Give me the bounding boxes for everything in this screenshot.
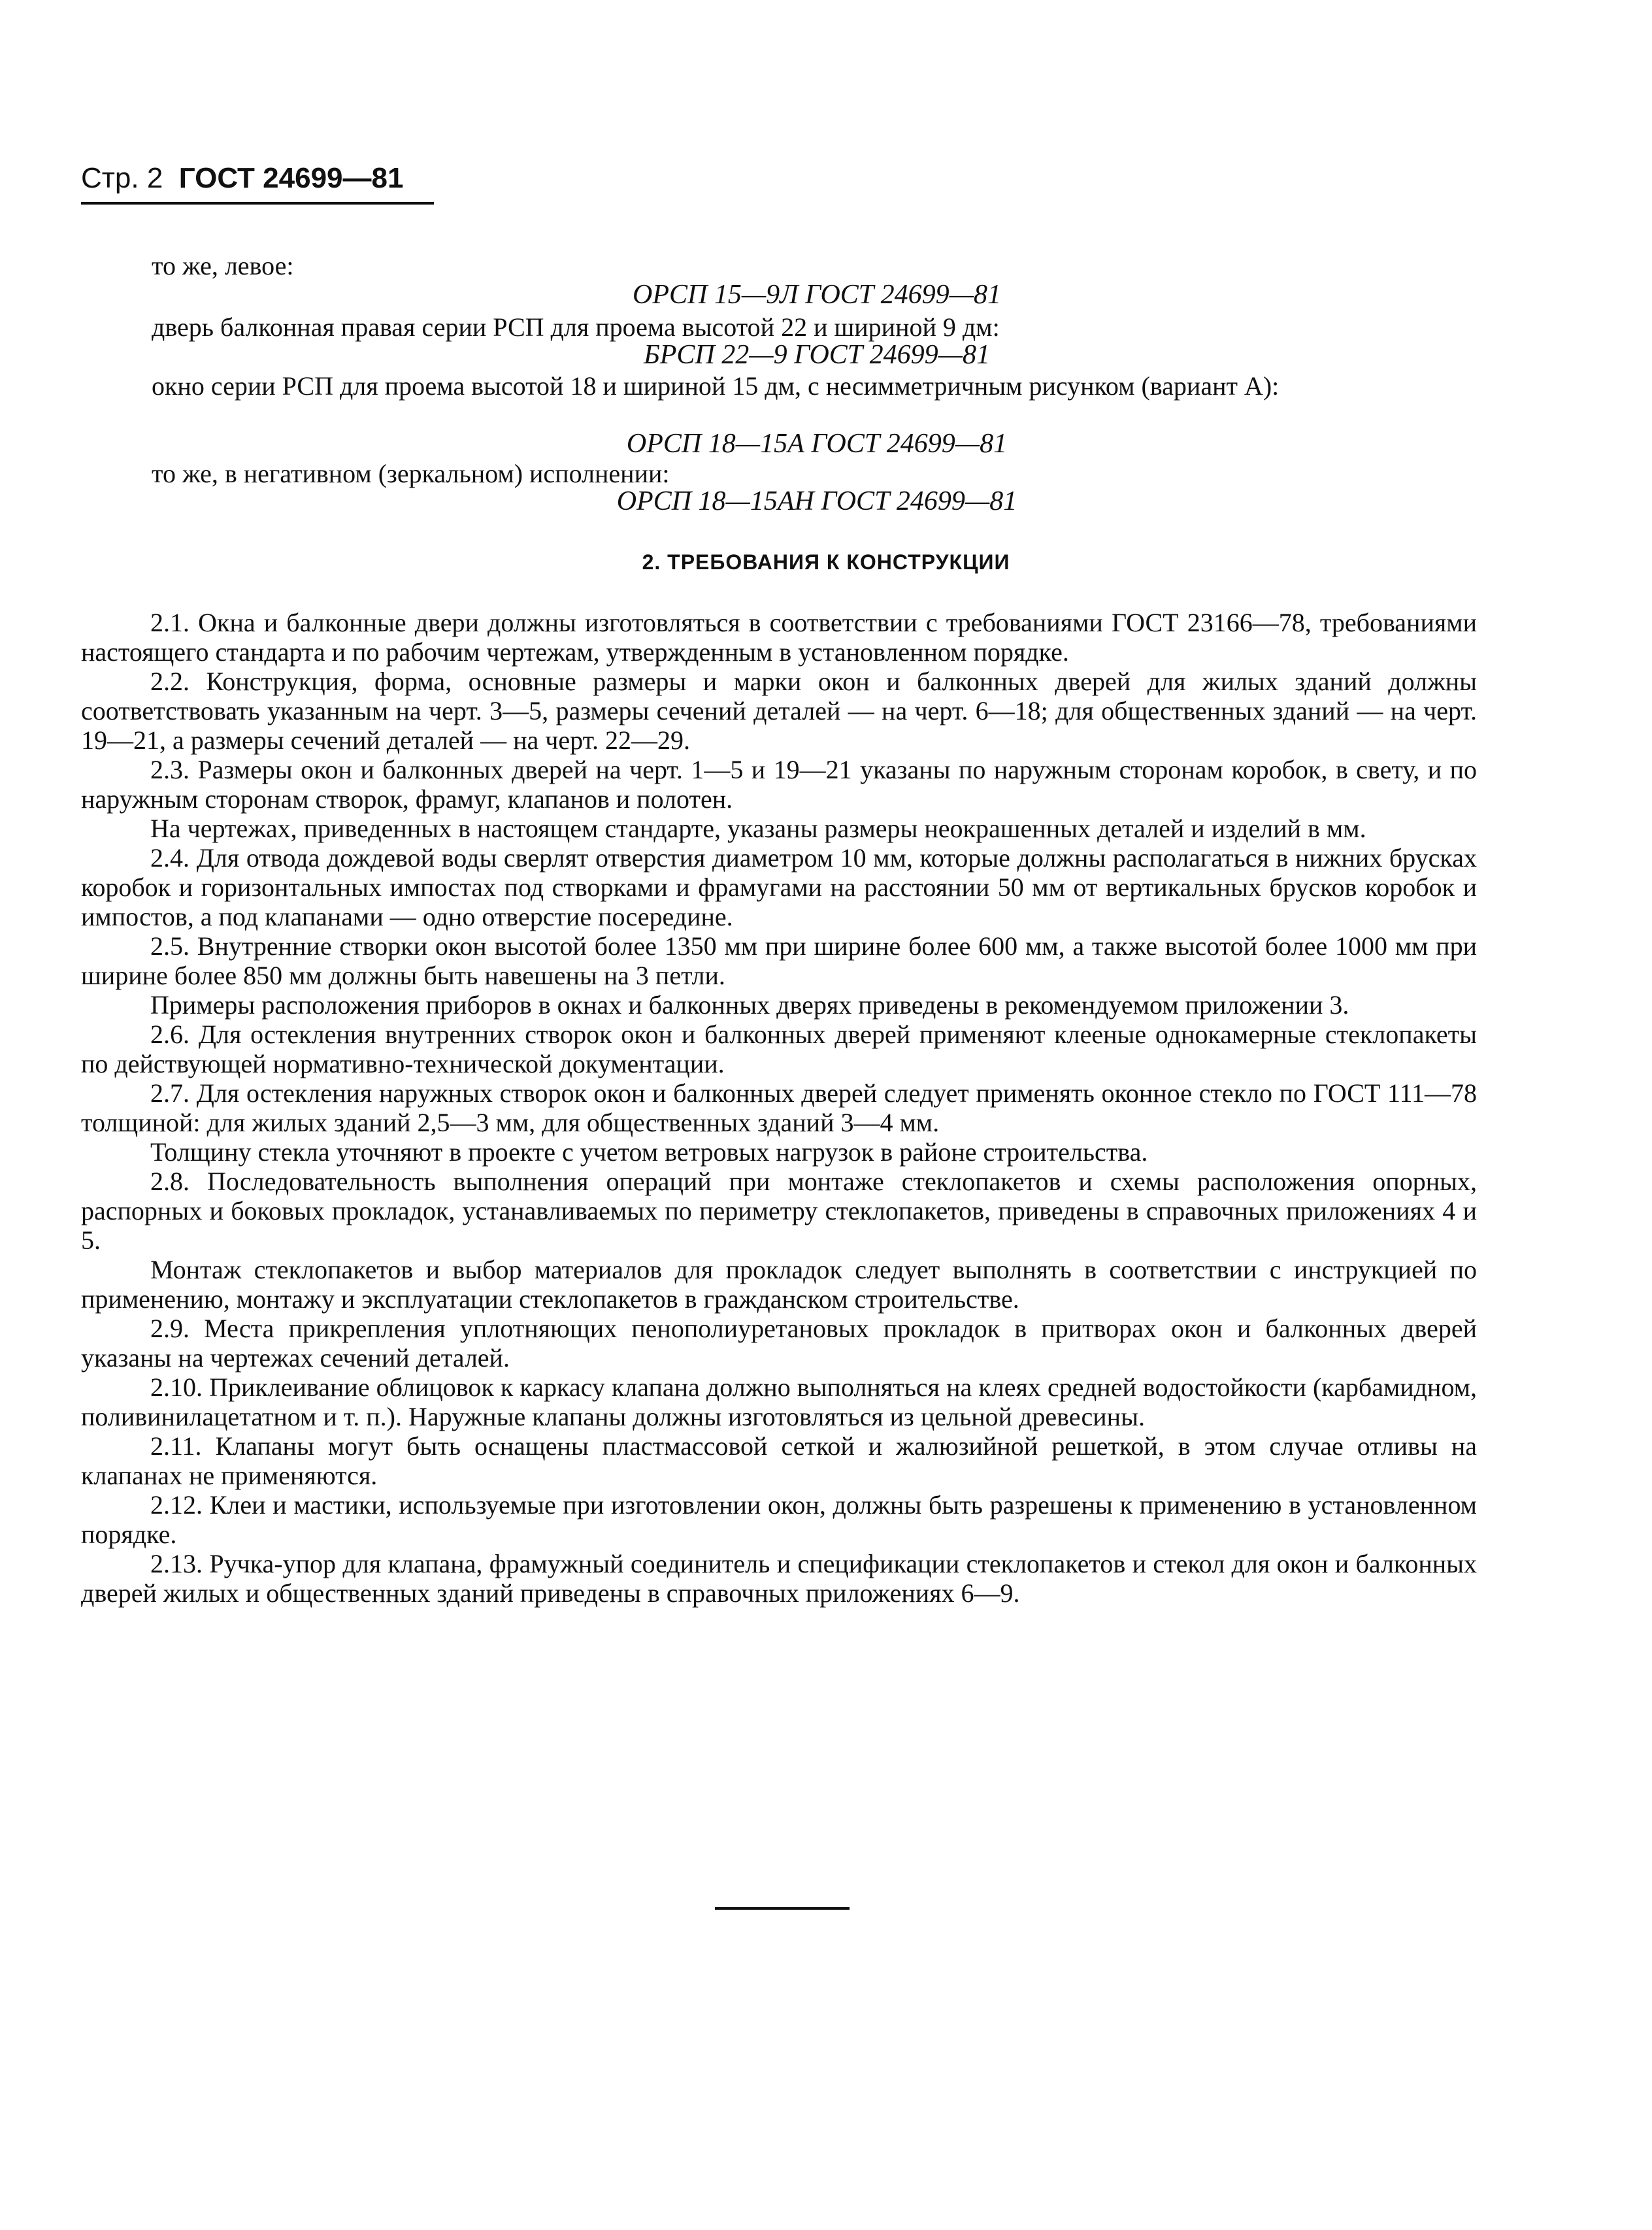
section-heading: 2. ТРЕБОВАНИЯ К КОНСТРУКЦИИ [642,550,1010,574]
designation-4: ОРСП 18—15АН ГОСТ 24699—81 [616,486,1017,516]
paragraph-2-7-note: Толщину стекла уточняют в проекте с учетом ветровых нагрузок в районе строительства. [150,1137,1148,1167]
paragraph-2-10: 2.10. Приклеивание облицовок к каркасу клапана должно выполняться на клеях средней водостойкости (карбамидном, поливинилацетатном и т. п.). Наружные клапаны должны изготовляться из цельной древесины. [81,1373,1477,1431]
paragraph-2-12: 2.12. Клеи и мастики, используемые при изготовлении окон, должны быть разрешены к применению в установленном порядке. [81,1490,1477,1549]
designation-3: ОРСП 18—15А ГОСТ 24699—81 [626,429,1008,459]
paragraph-2-7: 2.7. Для остекления наружных створок окон и балконных дверей следует применять оконное стекло по ГОСТ 111—78 толщиной: для жилых зданий 2,5—3 мм, для общественных зданий 3—4 мм. [81,1078,1477,1137]
paragraph-2-1: 2.1. Окна и балконные двери должны изготовляться в соответствии с требованиями ГОСТ 23166—78, требованиями настоящего стандарта и по рабочим чертежам, утвержденным в установленном порядке. [81,608,1477,667]
intro-text-2: дверь балконная правая серии РСП для проема высотой 22 и шириной 9 дм: [152,312,1000,342]
paragraph-2-5: 2.5. Внутренние створки окон высотой более 1350 мм при ширине более 600 мм, а также высотой более 1000 мм при ширине более 850 мм должны быть навешены на 3 петли. [81,931,1477,990]
header-rule [81,202,434,205]
paragraph-2-3: 2.3. Размеры окон и балконных дверей на черт. 1—5 и 19—21 указаны по наружным сторонам коробок, в свету, и по наружным сторонам створок, фрамуг, клапанов и полотен. [81,755,1477,814]
paragraph-2-8: 2.8. Последовательность выполнения операций при монтаже стеклопакетов и схемы расположения опорных, распорных и боковых прокладок, устанавливаемых по периметру стеклопакетов, приведены в справочных приложениях 4 и 5. [81,1167,1477,1255]
paragraph-2-13: 2.13. Ручка-упор для клапана, фрамужный соединитель и спецификации стеклопакетов и стекол для окон и балконных дверей жилых и общественных зданий приведены в справочных приложениях 6—9. [81,1549,1477,1608]
paragraph-2-9: 2.9. Места прикрепления уплотняющих пенополиуретановых прокладок в притворах окон и балконных дверей указаны на чертежах сечений деталей. [81,1314,1477,1373]
paragraph-2-2: 2.2. Конструкция, форма, основные размеры и марки окон и балконных дверей для жилых зданий должны соответствовать указанным на черт. 3—5, размеры сечений деталей — на черт. 6—18; для общественных зданий — на черт. 19—21, а размеры сечений деталей — на черт. 22—29. [81,667,1477,755]
paragraph-2-6: 2.6. Для остекления внутренних створок окон и балконных дверей применяют клееные однокамерные стеклопакеты по действующей нормативно-технической документации. [81,1020,1477,1078]
designation-2: БРСП 22—9 ГОСТ 24699—81 [643,340,990,370]
paragraph-2-5-note: Примеры расположения приборов в окнах и балконных дверях приведены в рекомендуемом приложении 3. [150,990,1349,1020]
intro-text-3: окно серии РСП для проема высотой 18 и шириной 15 дм, с несимметричным рисунком (вариант А): [152,371,1280,401]
header-text [81,160,434,197]
running-header [81,160,434,205]
section-body [81,608,1477,1608]
standard-number: ГОСТ 24699—81 [178,162,404,194]
paragraph-2-11: 2.11. Клапаны могут быть оснащены пластмассовой сеткой и жалюзийной решеткой, в этом случае отливы на клапанах не применяются. [81,1431,1477,1490]
paragraph-2-3-note: На чертежах, приведенных в настоящем стандарте, указаны размеры неокрашенных деталей и изделий в мм. [150,814,1366,843]
paragraph-2-4: 2.4. Для отвода дождевой воды сверлят отверстия диаметром 10 мм, которые должны располагаться в нижних брусках коробок и горизонтальных импостах под створками и фрамугами на расстоянии 50 мм от вертикальных брусков коробок и импостов, а под клапанами — одно отверстие посередине. [81,843,1477,931]
intro-text-1: то же, левое: [152,251,294,280]
end-rule [715,1907,850,1910]
page-label: Стр. 2 [81,162,163,194]
paragraph-2-8-note: Монтаж стеклопакетов и выбор материалов для прокладок следует выполнять в соответствии с инструкцией по применению, монтажу и эксплуатации стеклопакетов в гражданском строительстве. [81,1255,1477,1314]
designation-1: ОРСП 15—9Л ГОСТ 24699—81 [632,280,1001,310]
intro-text-4: то же, в негативном (зеркальном) исполнении: [152,459,670,488]
